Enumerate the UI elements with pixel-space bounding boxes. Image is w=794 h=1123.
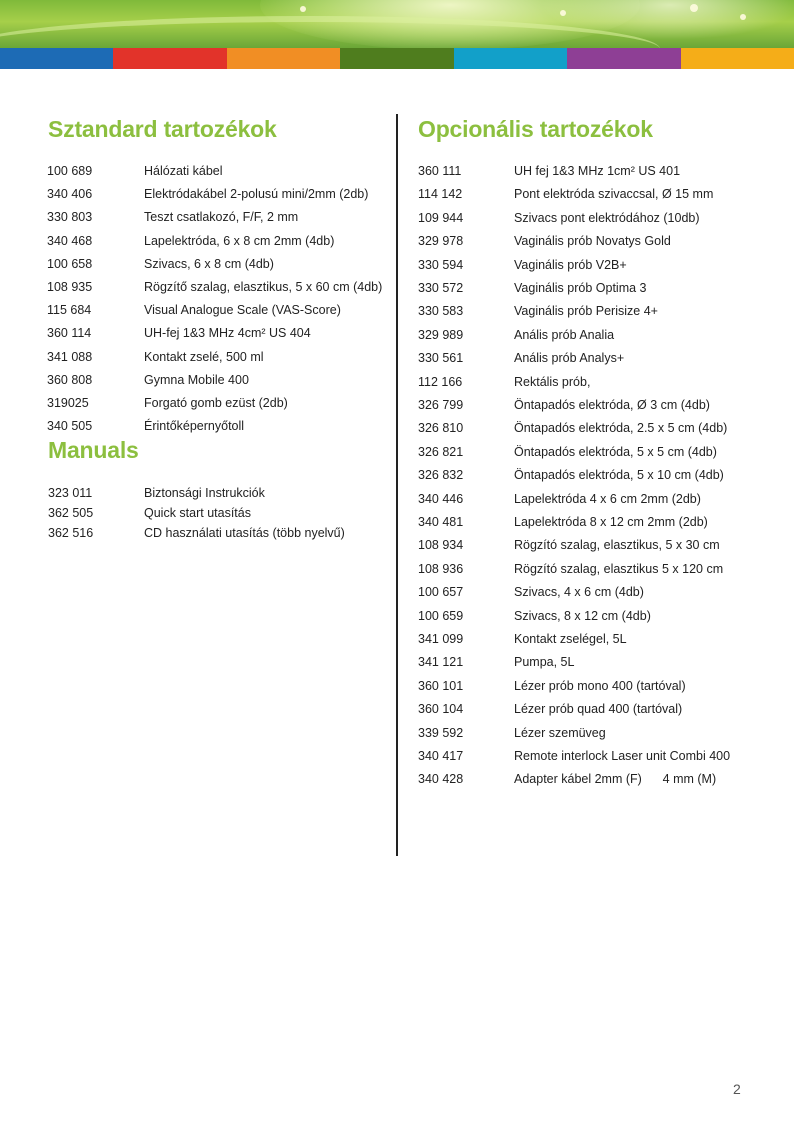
item-code: 339 592	[418, 725, 464, 740]
stripe-segment	[113, 48, 226, 69]
item-code: 329 978	[418, 234, 464, 249]
item-description: Pont elektróda szivaccsal, Ø 15 mm	[514, 187, 714, 202]
item-code: 330 594	[418, 257, 464, 272]
item-code: 319025	[47, 396, 89, 410]
item-description: Vaginális prób V2B+	[514, 257, 627, 272]
item-description: UH fej 1&3 MHz 1cm² US 401	[514, 164, 681, 178]
item-code: 108 936	[418, 561, 464, 576]
item-code: 340 417	[418, 749, 464, 763]
item-code: 326 799	[418, 398, 464, 412]
item-code: 341 099	[418, 632, 464, 646]
header-banner	[0, 0, 794, 48]
item-description: Érintőképernyőtoll	[144, 419, 245, 434]
item-description: Kontakt zselégel, 5L	[514, 632, 627, 646]
item-description: Szivacs, 6 x 8 cm (4db)	[144, 256, 274, 271]
item-description: CD használati utasítás (több nyelvű)	[144, 526, 345, 540]
optional-heading: Opcionális tartozékok	[418, 116, 653, 142]
item-code: 340 446	[418, 491, 464, 506]
item-code: 362 505	[48, 506, 94, 520]
item-description: Adapter kábel 2mm (F) 4 mm (M)	[514, 772, 717, 787]
item-code: 330 803	[47, 210, 93, 225]
item-description: Biztonsági Instrukciók	[144, 486, 265, 500]
item-description: Remote interlock Laser unit Combi 400	[514, 749, 731, 763]
item-code: 340 406	[47, 187, 93, 202]
item-description: Lézer szemüveg	[514, 725, 606, 740]
stripe-segment	[227, 48, 340, 69]
item-description: Szivacs pont elektródához (10db)	[514, 210, 700, 225]
item-code: 100 658	[47, 256, 93, 271]
item-description: Lapelektróda 8 x 12 cm 2mm (2db)	[514, 515, 708, 529]
item-code: 100 657	[418, 585, 464, 600]
item-code: 323 011	[48, 486, 93, 500]
item-code: 341 088	[47, 349, 93, 364]
item-code: 100 689	[47, 164, 93, 178]
item-description: Kontakt zselé, 500 ml	[144, 349, 264, 364]
item-description: Öntapadós elektróda, 5 x 10 cm (4db)	[514, 468, 724, 483]
item-description: Öntapadós elektróda, Ø 3 cm (4db)	[514, 398, 710, 412]
item-description: Teszt csatlakozó, F/F, 2 mm	[144, 210, 299, 225]
item-code: 100 659	[418, 608, 464, 623]
item-code: 340 428	[418, 772, 464, 787]
item-description: Szivacs, 4 x 6 cm (4db)	[514, 585, 644, 600]
item-code: 340 505	[47, 419, 93, 434]
stripe-segment	[340, 48, 453, 69]
page-number: 2	[733, 1081, 741, 1097]
item-code: 114 142	[418, 187, 463, 202]
item-code: 115 684	[47, 303, 92, 318]
item-description: Vaginális prób Novatys Gold	[514, 234, 671, 249]
item-description: Anális prób Analia	[514, 327, 615, 342]
item-code: 360 114	[47, 326, 92, 341]
stripe-segment	[567, 48, 680, 69]
item-code: 362 516	[48, 526, 94, 540]
item-code: 330 561	[418, 351, 464, 366]
item-code: 340 481	[418, 515, 464, 529]
item-code: 330 572	[418, 281, 464, 295]
item-description: Rögzító szalag, elasztikus, 5 x 30 cm	[514, 538, 720, 553]
item-code: 360 104	[418, 702, 464, 717]
item-description: Rektális prób,	[514, 374, 591, 389]
item-code: 108 934	[418, 538, 464, 553]
item-code: 340 468	[47, 233, 93, 248]
item-description: Öntapadós elektróda, 2.5 x 5 cm (4db)	[514, 421, 728, 436]
item-code: 112 166	[418, 374, 463, 389]
item-code: 360 111	[418, 164, 462, 178]
item-description: Hálózati kábel	[144, 164, 223, 178]
item-description: Öntapadós elektróda, 5 x 5 cm (4db)	[514, 444, 717, 459]
item-description: Vaginális prób Perisize 4+	[514, 304, 658, 319]
standard-heading: Sztandard tartozékok	[48, 116, 277, 142]
item-code: 360 808	[47, 372, 93, 387]
item-code: 326 810	[418, 421, 464, 436]
item-description: Lapelektróda 4 x 6 cm 2mm (2db)	[514, 491, 701, 506]
item-description: Forgató gomb ezüst (2db)	[144, 396, 288, 410]
item-description: Elektródakábel 2-polusú mini/2mm (2db)	[144, 187, 369, 202]
stripe-segment	[681, 48, 794, 69]
item-description: Visual Analogue Scale (VAS-Score)	[144, 303, 341, 318]
item-description: Lézer prób mono 400 (tartóval)	[514, 678, 686, 693]
manuals-heading: Manuals	[48, 437, 139, 463]
item-code: 341 121	[418, 655, 464, 670]
stripe-segment	[454, 48, 567, 69]
item-description: Anális prób Analys+	[514, 351, 625, 366]
item-code: 108 935	[47, 280, 93, 294]
item-code: 109 944	[418, 210, 464, 225]
item-description: Vaginális prób Optima 3	[514, 281, 647, 295]
item-description: Pumpa, 5L	[514, 655, 575, 670]
item-description: Quick start utasítás	[144, 506, 251, 520]
color-stripe	[0, 48, 794, 69]
item-description: Szivacs, 8 x 12 cm (4db)	[514, 608, 651, 623]
item-code: 329 989	[418, 327, 464, 342]
item-description: UH-fej 1&3 MHz 4cm² US 404	[144, 326, 311, 341]
item-description: Lézer prób quad 400 (tartóval)	[514, 702, 683, 717]
item-description: Gymna Mobile 400	[144, 372, 249, 387]
stripe-segment	[0, 48, 113, 69]
item-code: 326 821	[418, 444, 464, 459]
item-code: 326 832	[418, 468, 464, 483]
item-description: Lapelektróda, 6 x 8 cm 2mm (4db)	[144, 233, 335, 248]
item-code: 360 101	[418, 678, 464, 693]
item-description: Rögzítő szalag, elasztikus, 5 x 60 cm (4db)	[144, 280, 383, 294]
column-divider	[396, 114, 398, 856]
item-code: 330 583	[418, 304, 464, 319]
item-description: Rögzító szalag, elasztikus 5 x 120 cm	[514, 561, 724, 576]
